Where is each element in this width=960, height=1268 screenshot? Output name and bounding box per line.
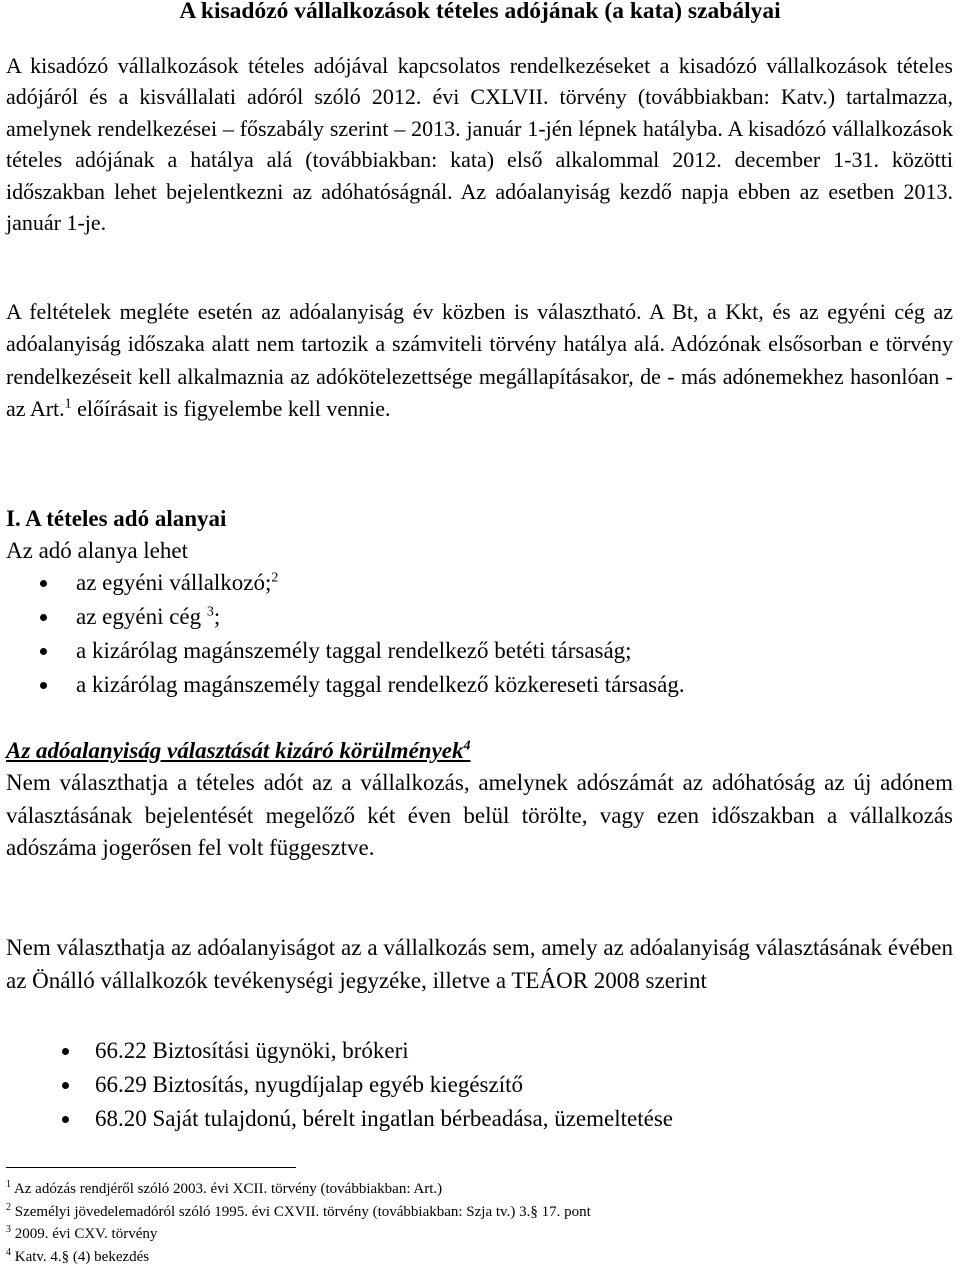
list-item-text: 66.29 Biztosítás, nyugdíjalap egyéb kiegészítő	[95, 1072, 523, 1097]
section-heading-exclusions	[6, 734, 470, 767]
footnote-text: Az adózás rendjéről szóló 2003. évi XCII. törvény (továbbiakban: Art.)	[14, 1181, 442, 1197]
list-item-text: az egyéni vállalkozó;	[76, 570, 271, 595]
section-heading: I. A tételes adó alanyai	[6, 502, 226, 535]
bullet-icon	[40, 648, 47, 655]
list-item-text: 68.20 Saját tulajdonú, bérelt ingatlan bérbeadása, üzemeltetése	[95, 1106, 673, 1131]
footnote-number: 1	[6, 1179, 11, 1190]
list-item-text: az egyéni cég	[76, 604, 201, 629]
document-title: A kisadózó vállalkozások tételes adójának (a kata) szabályai	[0, 0, 960, 25]
bullet-icon	[40, 580, 47, 587]
list-item-text: a kizárólag magánszemély taggal rendelkező közkereseti társaság.	[76, 672, 685, 697]
footnote-text: Személyi jövedelemadóról szóló 1995. évi CXVII. törvény (továbbiakban: Szja tv.) 3.§ 17. pont	[15, 1204, 591, 1220]
list-item	[95, 1068, 673, 1102]
footnote-number: 4	[6, 1247, 11, 1258]
footnotes	[6, 1178, 946, 1268]
footnote-text: Katv. 4.§ (4) bekezdés	[15, 1249, 149, 1265]
footnote-ref: 2	[271, 570, 278, 585]
intro-paragraph-2	[6, 296, 953, 425]
list-item	[76, 634, 685, 668]
footnote-ref: 1	[65, 397, 72, 412]
list-item-text: a kizárólag magánszemély taggal rendelkező betéti társaság;	[76, 638, 632, 663]
footnote-number: 3	[6, 1224, 11, 1235]
activity-list	[95, 1034, 673, 1136]
bullet-icon	[40, 682, 47, 689]
taxpayer-list	[76, 566, 685, 702]
footnote-text: 2009. évi CXV. törvény	[15, 1226, 158, 1242]
intro-paragraph-2-end: előírásait is figyelembe kell vennie.	[77, 396, 390, 421]
intro-paragraph: A kisadózó vállalkozások tételes adójával kapcsolatos rendelkezéseket a kisadózó vállalkozások tételes adójáról és a kisvállalati adóról szóló 2012. évi CXLVII. törvény (továbbiakban: Katv.) tartalmazza, amelynek rendelkezései – főszabály szerint – 2013. január 1-jén lépnek hatályba. A kisadózó vállalkozások tételes adójának a hatálya alá (továbbiakban: kata) első alkalommal 2012. december 1-31. közötti időszakban lehet bejelentkezni az adóhatóságnál. Az adóalanyiság kezdő napja ebben az esetben 2013. január 1-je.	[6, 50, 953, 238]
footnote	[6, 1246, 946, 1268]
list-item	[76, 668, 685, 702]
footnote	[6, 1223, 946, 1246]
list-item	[76, 566, 685, 600]
bullet-icon	[62, 1116, 69, 1123]
exclusion-paragraph-2: Nem választhatja az adóalanyiságot az a vállalkozás sem, amely az adóalanyiság választásának évében az Önálló vállalkozók tevékenységi jegyzéke, illetve a TEÁOR 2008 szerint	[6, 932, 953, 997]
section-heading-text: Az adóalanyiság választását kizáró körülmények	[6, 738, 463, 763]
intro-paragraph-2-text: A feltételek megléte esetén az adóalanyiság év közben is választható. A Bt, a Kkt, és az egyéni cég az adóalanyiság időszaka alatt nem tartozik a számviteli törvény hatálya alá. Adózónak elsősorban e törvény rendelkezéseit kell alkalmaznia az adókötelezettsége megállapításakor, de - más adónemekhez hasonlóan - az Art.	[6, 299, 953, 421]
bullet-icon	[40, 614, 47, 621]
list-item	[95, 1102, 673, 1136]
footnote	[6, 1201, 946, 1224]
footnote-divider	[6, 1167, 296, 1168]
footnote-ref: 4	[463, 738, 470, 753]
list-item-suffix: ;	[214, 604, 220, 629]
footnote-ref: 3	[207, 604, 214, 619]
bullet-icon	[62, 1048, 69, 1055]
section-lead: Az adó alanya lehet	[6, 534, 188, 567]
list-item	[95, 1034, 673, 1068]
footnote	[6, 1178, 946, 1201]
exclusion-paragraph: Nem választhatja a tételes adót az a vállalkozás, amelynek adószámát az adóhatóság az új adónem választásának bejelentését megelőző két éven belül törölte, vagy ezen időszakban a vállalkozás adószáma jogerősen fel volt függesztve.	[6, 767, 953, 865]
bullet-icon	[62, 1082, 69, 1089]
footnote-number: 2	[6, 1202, 11, 1213]
list-item-text: 66.22 Biztosítási ügynöki, brókeri	[95, 1038, 409, 1063]
list-item	[76, 600, 685, 634]
